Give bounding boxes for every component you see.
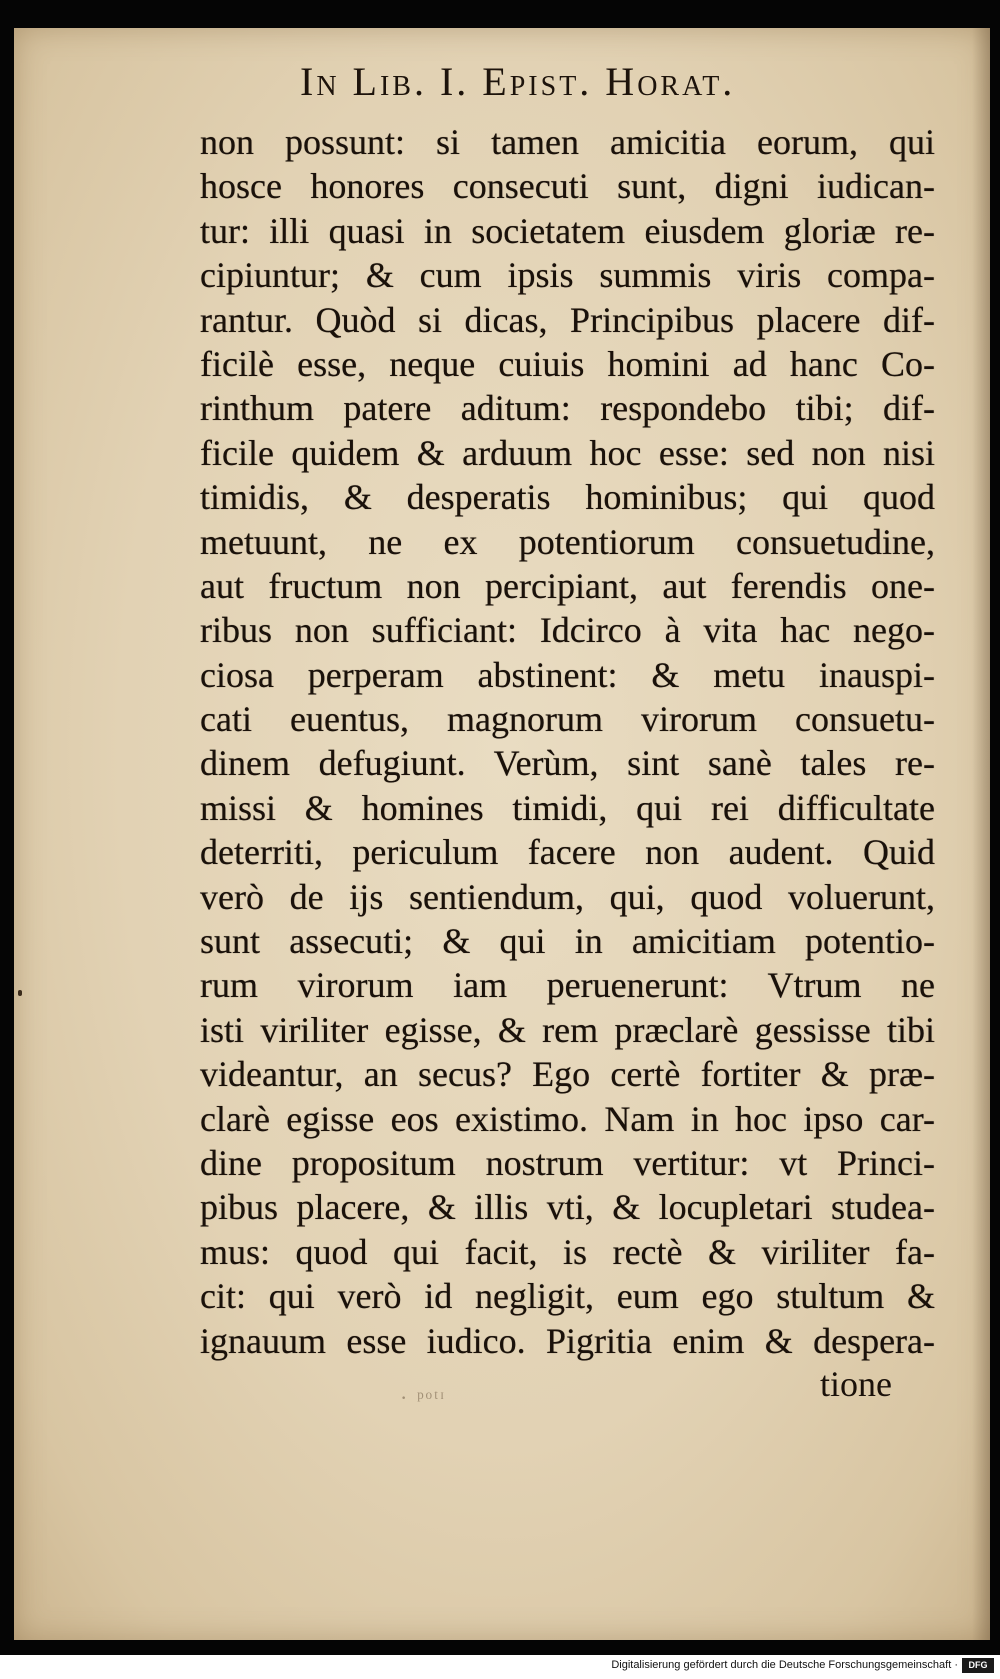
text-line: cati euentus, magnorum virorum consuetu-: [200, 699, 935, 740]
text-line: non possunt: si tamen amicitia eorum, qui: [200, 122, 935, 162]
text-line: cipiuntur; & cum ipsis summis viris compa-: [200, 255, 935, 296]
text-line: rinthum patere aditum: respondebo tibi; dif-: [200, 388, 935, 429]
text-line: cit: qui verò id negligit, eum ego stultum &: [200, 1276, 935, 1317]
text-line: ribus non sufficiant: Idcirco à vita hac nego-: [200, 610, 935, 651]
catchword: tione: [820, 1364, 892, 1404]
ink-stain-text: · ᵖᵒᵗᶦ: [400, 1385, 446, 1410]
text-line: tur: illi quasi in societatem eiusdem gloriæ re-: [200, 210, 935, 251]
text-line: ignauum esse iudico. Pigritia enim & despera-: [200, 1320, 935, 1361]
body-text: [200, 120, 935, 1363]
text-line: timidis, & desperatis hominibus; qui quod: [200, 477, 935, 518]
text-line: deterriti, periculum facere non audent. Quid: [200, 832, 935, 873]
text-line: ciosa perperam abstinent: & metu inauspi-: [200, 654, 935, 695]
dfg-logo: DFG: [962, 1658, 994, 1673]
text-line: dinem defugiunt. Verùm, sint sanè tales re-: [200, 743, 935, 784]
text-line: rantur. Quòd si dicas, Principibus placere dif-: [200, 299, 935, 340]
text-line: pibus placere, & illis vti, & locupletari studea-: [200, 1187, 935, 1228]
text-line: missi & homines timidi, qui rei difficultate: [200, 787, 935, 828]
text-line: aut fructum non percipiant, aut ferendis one-: [200, 565, 935, 606]
text-line: mus: quod qui facit, is rectè & viriliter fa-: [200, 1231, 935, 1272]
text-line: sunt assecuti; & qui in amicitiam potentio-: [200, 921, 935, 962]
margin-mark: [18, 990, 22, 996]
text-line: isti viriliter egisse, & rem præclarè gessisse tibi: [200, 1009, 935, 1050]
page-edge-shadow: [972, 28, 990, 1640]
text-line: rum virorum iam peruenerunt: Vtrum ne: [200, 965, 935, 1006]
text-line: videantur, an secus? Ego certè fortiter & præ-: [200, 1054, 935, 1095]
text-line: ficile quidem & arduum hoc esse: sed non nisi: [200, 432, 935, 473]
text-line: metuunt, ne ex potentiorum consuetudine,: [200, 521, 935, 562]
running-head: In Lib. I. Epist. Horat.: [300, 59, 736, 104]
text-line: hosce honores consecuti sunt, digni iudican-: [200, 166, 935, 207]
text-line: clarè egisse eos existimo. Nam in hoc ipso car-: [200, 1098, 935, 1139]
funding-credit: Digitalisierung gefördert durch die Deutsche Forschungsgemeinschaft ·: [611, 1659, 958, 1671]
text-line: verò de ijs sentiendum, qui, quod voluerunt,: [200, 876, 935, 917]
text-line: dine propositum nostrum vertitur: vt Princi-: [200, 1142, 935, 1183]
text-line: ficilè esse, neque cuiuis homini ad hanc Co-: [200, 343, 935, 384]
